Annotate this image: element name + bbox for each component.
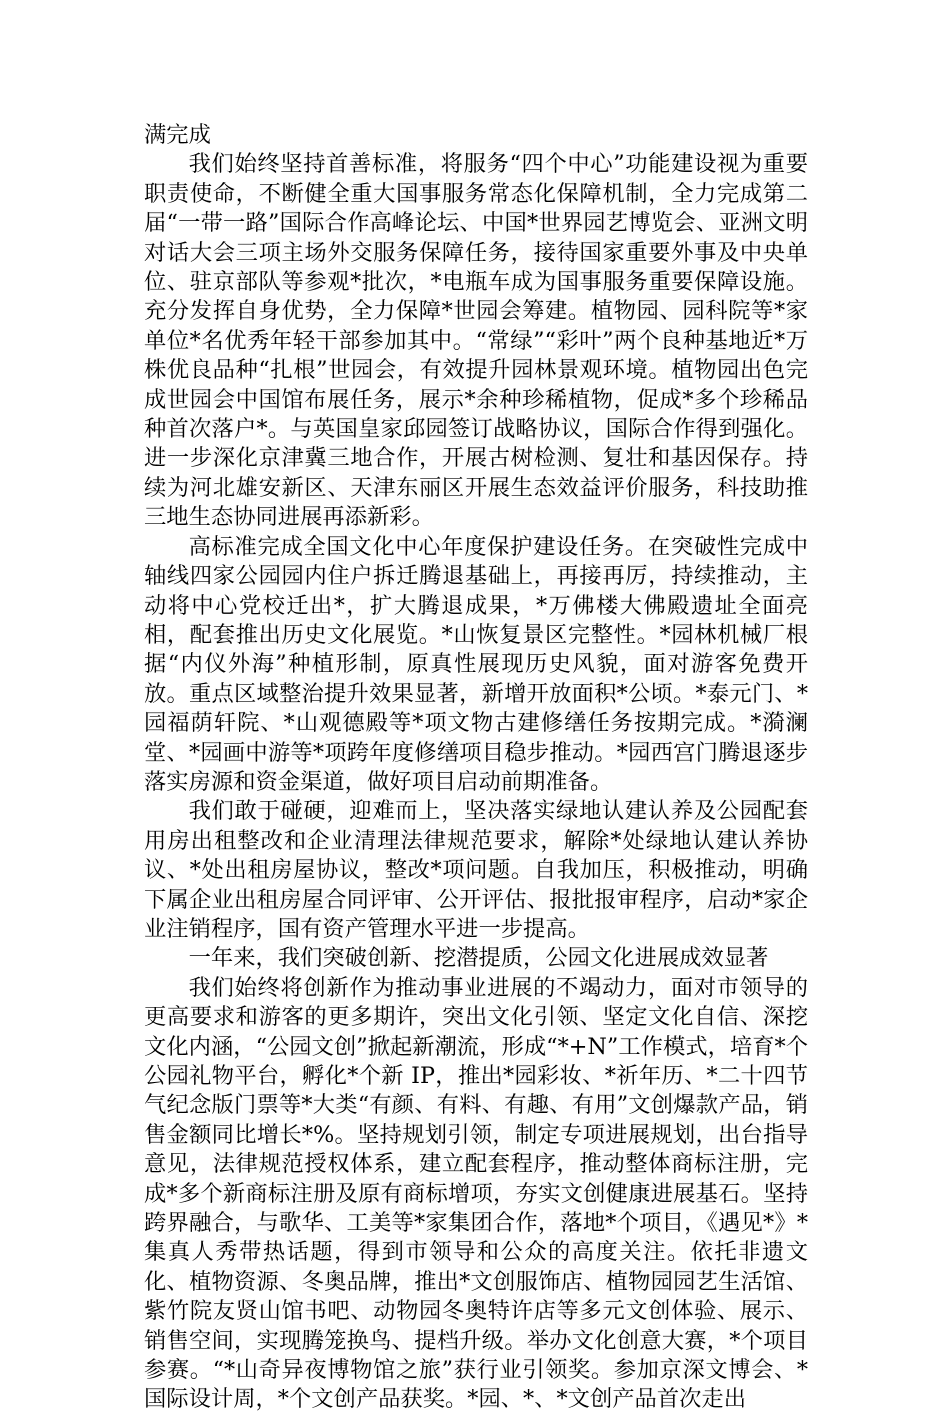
paragraph-section-heading: 一年来，我们突破创新、挖潜提质，公园文化进展成效显著	[188, 945, 769, 972]
paragraph-state-service: 我们始终坚持首善标准，将服务“四个中心”功能建设视为重要职责使命，不断健全重大国事服务常态化保障机制，全力完成第二届“一带一路”国际合作高峰论坛、中国*世界园艺博览会、亚洲文明对话大会三项主场外交服务保障任务，接待国家重要外事及中央单位、驻京部队等参观*批次，*电瓶车成为国事服务重要保障设施。充分发挥自身优势，全力保障*世园会筹建。植物园、园科院等*家单位*名优秀年轻干部参加其中。“常绿”“彩叶”两个良种基地近*万株优良品种“扎根”世园会，有效提升园林景观环境。植物园出色完成世园会中国馆布展任务，展示*余种珍稀植物，促成*多个珍稀品种首次落户*。与英国皇家邱园签订战略协议，国际合作得到强化。进一步深化京津冀三地合作，开展古树检测、复壮和基因保存。持续为河北雄安新区、天津东丽区开展生态效益评价服务，科技助推三地生态协同进展再添新彩。	[144, 151, 808, 531]
paragraph-rectification: 我们敢于碰硬，迎难而上，坚决落实绿地认建认养及公园配套用房出租整改和企业清理法律规范要求，解除*处绿地认建认养协议、*处出租房屋协议，整改*项问题。自我加压，积极推动，明确下属企业出租房屋合同评审、公开评估、报批报审程序，启动*家企业注销程序，国有资产管理水平进一步提高。	[144, 798, 808, 942]
paragraph-cultural-center: 高标准完成全国文化中心年度保护建设任务。在突破性完成中轴线四家公园园内住户拆迁腾退基础上，再接再厉，持续推动，主动将中心党校迁出*，扩大腾退成果，*万佛楼大佛殿遗址全面亮相，配套推出历史文化展览。*山恢复景区完整性。*园林机械厂根据“内仪外海”种植形制，原真性展现历史风貌，面对游客免费开放。重点区域整治提升效果显著，新增开放面积*公顷。*泰元门、*园福荫轩院、*山观德殿等*项文物古建修缮任务按期完成。*漪澜堂、*园画中游等*项跨年度修缮项目稳步推动。*园西宫门腾退逐步落实房源和资金渠道，做好项目启动前期准备。	[144, 533, 808, 795]
paragraph-cultural-creative: 我们始终将创新作为推动事业进展的不竭动力，面对市领导的更高要求和游客的更多期许，突出文化引领、坚定文化自信、深挖文化内涵，“公园文创”掀起新潮流，形成“*+N”工作模式，培育*个公园礼物平台，孵化*个新 IP，推出*园彩妆、*祈年历、*二十四节气纪念版门票等*大类“有颜、有料、有趣、有用”文创爆款产品，销售金额同比增长*%。坚持规划引领，制定专项进展规划，出台指导意见，法律规范授权体系，建立配套程序，推动整体商标注册，完成*多个新商标注册及原有商标增项，夯实文创健康进展基石。坚持跨界融合，与歌华、工美等*家集团合作，落地*个项目，《遇见*》*集真人秀带热话题，得到市领导和公众的高度关注。依托非遗文化、植物资源、冬奥品牌，推出*文创服饰店、植物园园艺生活馆、紫竹院友贤山馆书吧、动物园冬奥特许店等多元文创体验、展示、销售空间，实现腾笼换鸟、提档升级。举办文化创意大赛，*个项目参赛。“*山奇异夜博物馆之旅”获行业引领奖。参加京深文博会、*国际设计周，*个文创产品获奖。*园、*、*文创产品首次走出	[144, 974, 808, 1413]
document-body	[144, 121, 808, 1415]
paragraph-continuation: 满完成	[144, 122, 211, 148]
